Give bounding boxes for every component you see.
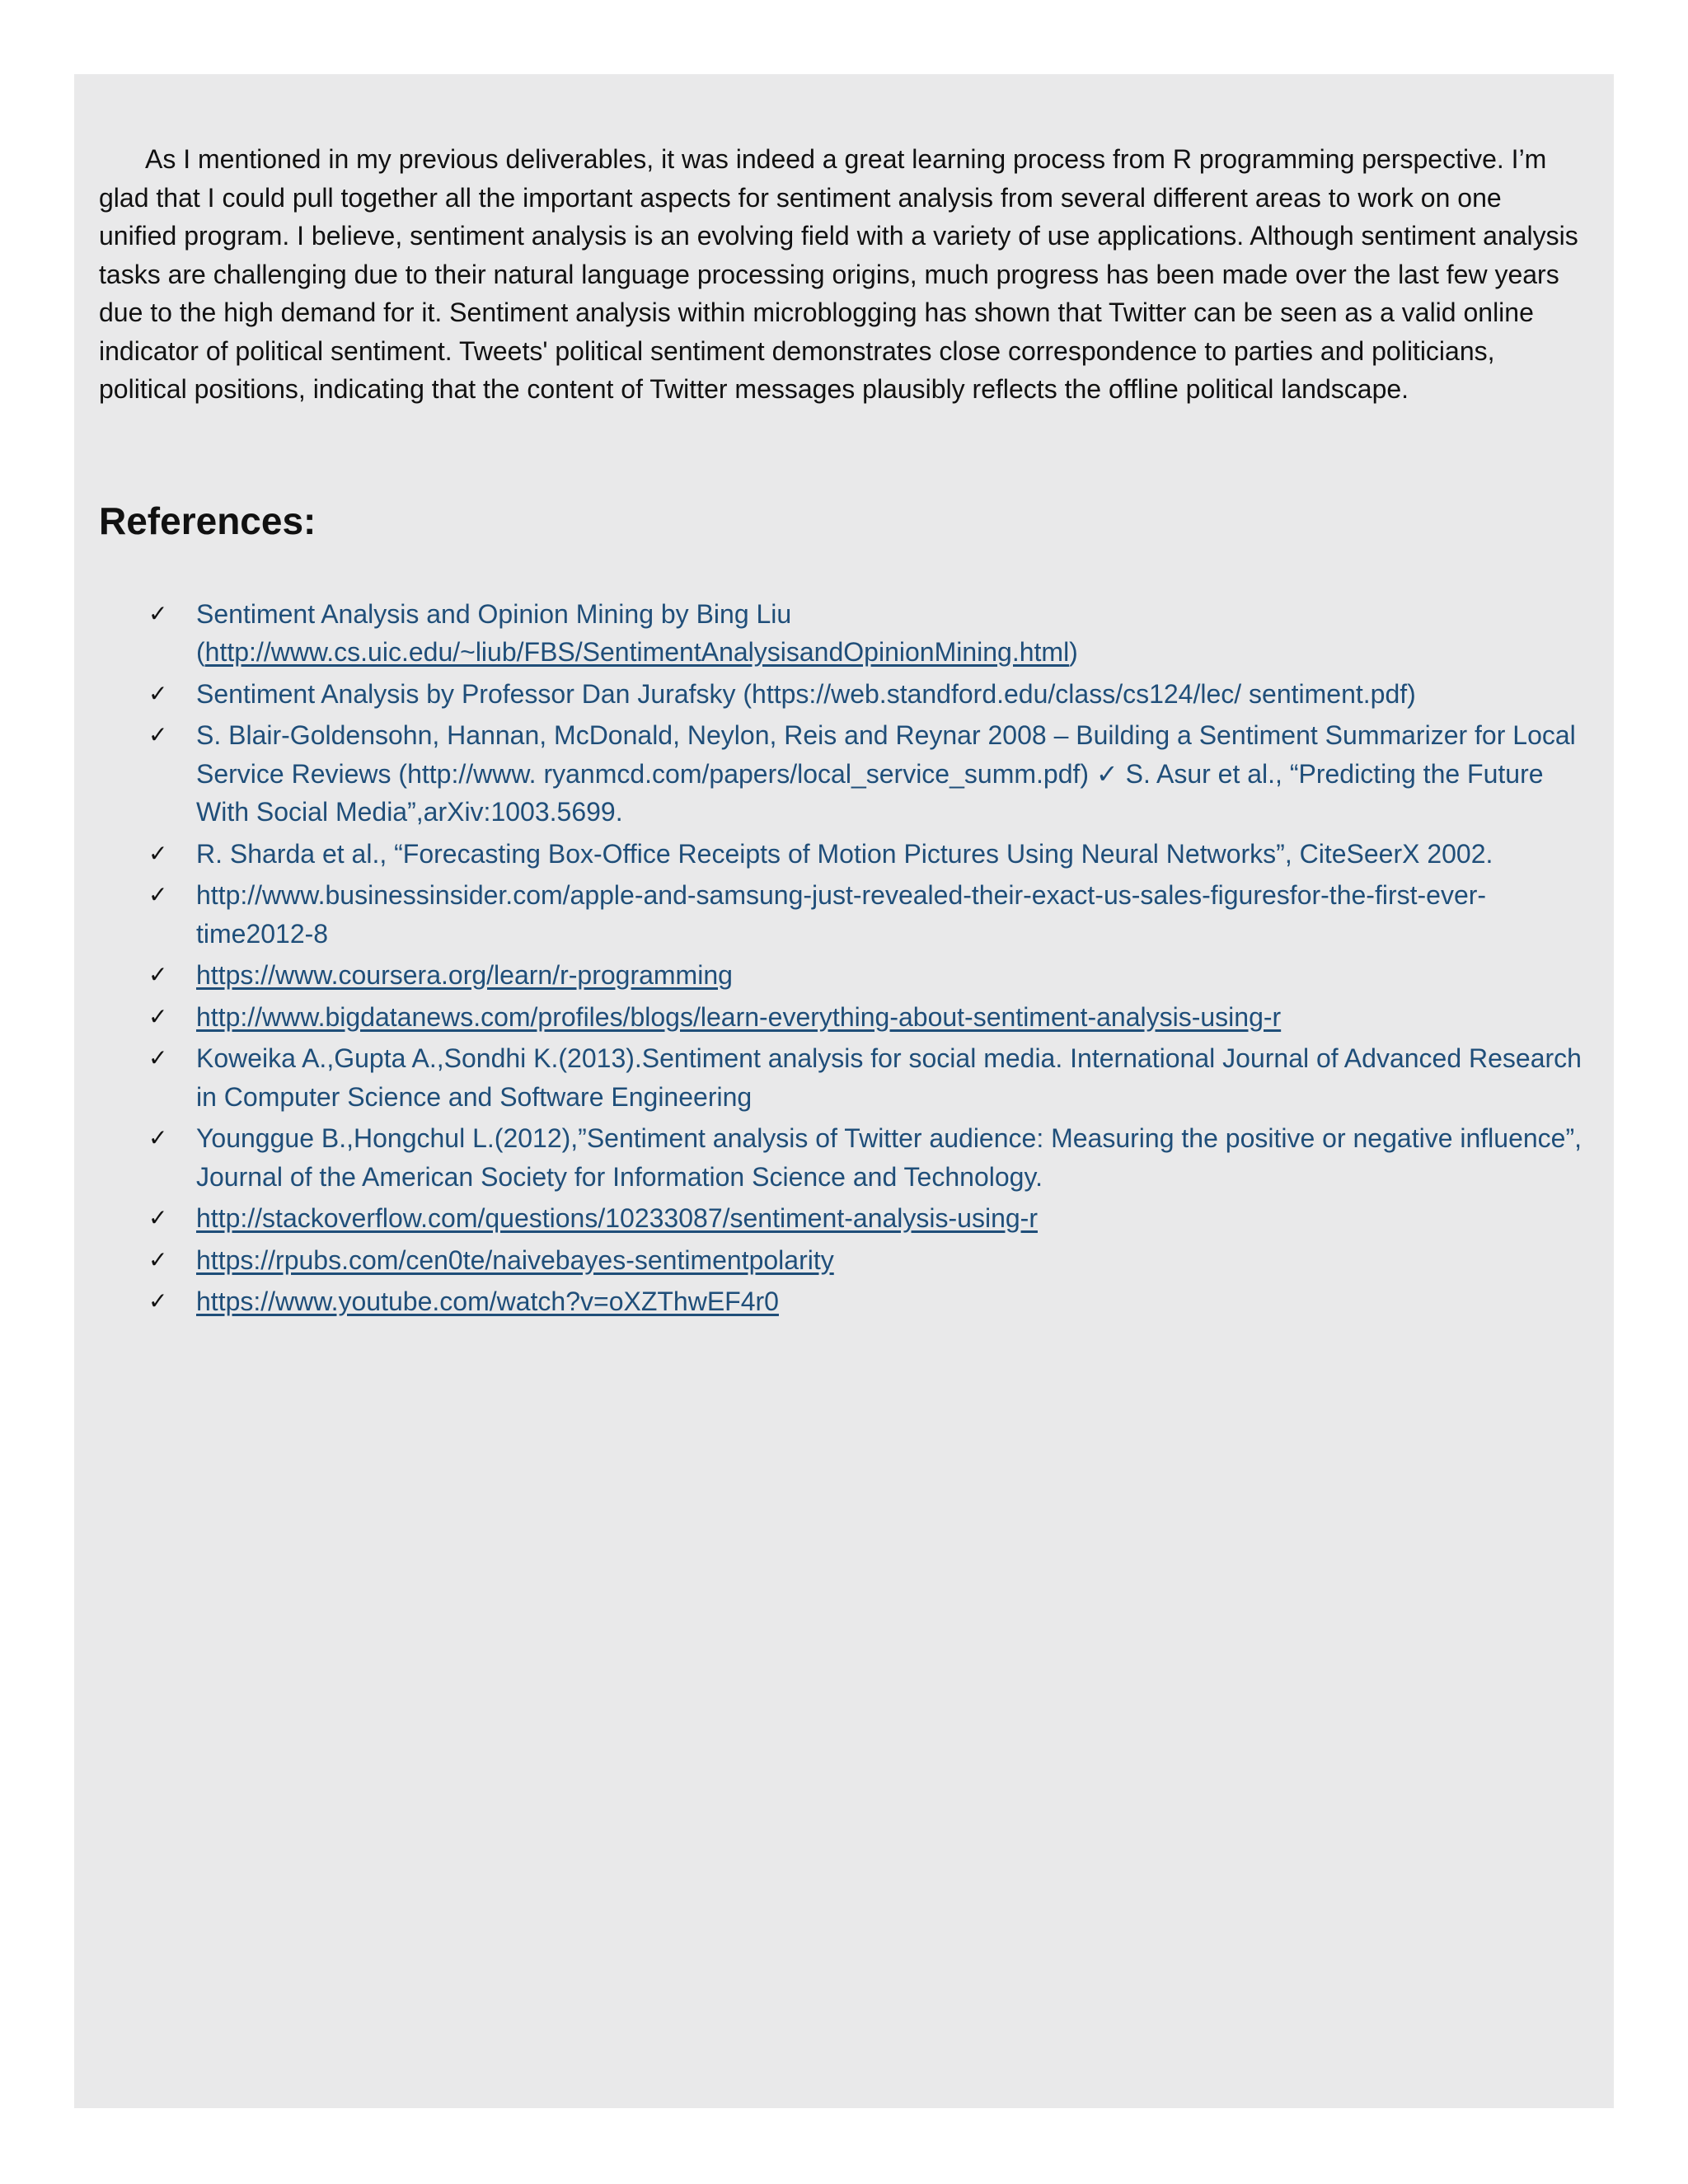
reference-text: Sentiment Analysis and Opinion Mining by Bing Liu ( (196, 598, 792, 667)
references-list (99, 595, 1582, 1321)
checkmark-icon: ✓ (148, 839, 168, 867)
reference-text: S. Blair-Goldensohn, Hannan, McDonald, Neylon, Reis and Reynar 2008 – Building a Sentiment Summarizer for Local Service Reviews (http://www. ryanmcd.com/papers/local_service_summ.pdf) ✓ S. Asur et al., “Predicting the Future With Social Media”,arXiv:1003.5699. (196, 720, 1576, 827)
reference-item (99, 876, 1582, 953)
reference-text: Sentiment Analysis by Professor Dan Jurafsky (https://web.standford.edu/class/cs124/lec/ sentiment.pdf) (196, 678, 1416, 709)
reference-item (99, 998, 1582, 1037)
reference-text: http://www.businessinsider.com/apple-and-samsung-just-revealed-their-exact-us-sales-figuresfor-the-first-ever-time2012-8 (196, 880, 1487, 949)
references-heading: References: (99, 499, 316, 542)
reference-link[interactable]: http://www.bigdatanews.com/profiles/blogs/learn-everything-about-sentiment-analysis-using-r (196, 1001, 1282, 1032)
reference-link[interactable]: https://www.coursera.org/learn/r-programming (196, 960, 733, 990)
document-content (99, 140, 1582, 1324)
reference-item (99, 1199, 1582, 1238)
reference-item (99, 595, 1582, 672)
checkmark-icon: ✓ (148, 961, 168, 988)
reference-item (99, 1039, 1582, 1116)
checkmark-icon: ✓ (148, 721, 168, 748)
reference-item (99, 1119, 1582, 1196)
checkmark-icon: ✓ (148, 1044, 168, 1071)
reference-item (99, 956, 1582, 995)
reference-link[interactable]: http://stackoverflow.com/questions/10233087/sentiment-analysis-using-r (196, 1203, 1038, 1233)
reference-text-closing: ) (1069, 637, 1078, 667)
reference-item (99, 675, 1582, 714)
document-page (74, 74, 1614, 2108)
checkmark-icon: ✓ (148, 881, 168, 908)
reference-link[interactable]: https://www.youtube.com/watch?v=oXZThwEF4r0 (196, 1286, 779, 1316)
reference-item (99, 716, 1582, 832)
reference-text: Younggue B.,Hongchul L.(2012),”Sentiment analysis of Twitter audience: Measuring the positive or negative influence”, Journal of the American Society for Information Science and Technology. (196, 1123, 1582, 1192)
checkmark-icon: ✓ (148, 1204, 168, 1231)
checkmark-icon: ✓ (148, 599, 168, 627)
checkmark-icon: ✓ (148, 1002, 168, 1030)
reference-text: Koweika A.,Gupta A.,Sondhi K.(2013).Sentiment analysis for social media. International Journal of Advanced Research in Computer Science and Software Engineering (196, 1043, 1582, 1112)
checkmark-icon: ✓ (148, 1287, 168, 1315)
reference-link[interactable]: http://www.cs.uic.edu/~liub/FBS/SentimentAnalysisandOpinionMining.html (204, 637, 1070, 667)
checkmark-icon: ✓ (148, 1124, 168, 1151)
reference-link[interactable]: https://rpubs.com/cen0te/naivebayes-sentimentpolarity (196, 1244, 834, 1275)
checkmark-icon: ✓ (148, 1245, 168, 1273)
reference-item (99, 835, 1582, 874)
checkmark-icon: ✓ (148, 679, 168, 707)
reference-item (99, 1282, 1582, 1321)
reference-item (99, 1241, 1582, 1280)
conclusion-paragraph: As I mentioned in my previous deliverables, it was indeed a great learning process from R programming perspective. I’m glad that I could pull together all the important aspects for sentiment analysis from several different areas to work on one unified program. I believe, sentiment analysis is an evolving field with a variety of use applications. Although sentiment analysis tasks are challenging due to their natural language processing origins, much progress has been made over the last few years due to the high demand for it. Sentiment analysis within microblogging has shown that Twitter can be seen as a valid online indicator of political sentiment. Tweets' political sentiment demonstrates close correspondence to parties and politicians, political positions, indicating that the content of Twitter messages plausibly reflects the offline political landscape. (99, 144, 1578, 404)
reference-text: R. Sharda et al., “Forecasting Box-Office Receipts of Motion Pictures Using Neural Networks”, CiteSeerX 2002. (196, 838, 1493, 869)
